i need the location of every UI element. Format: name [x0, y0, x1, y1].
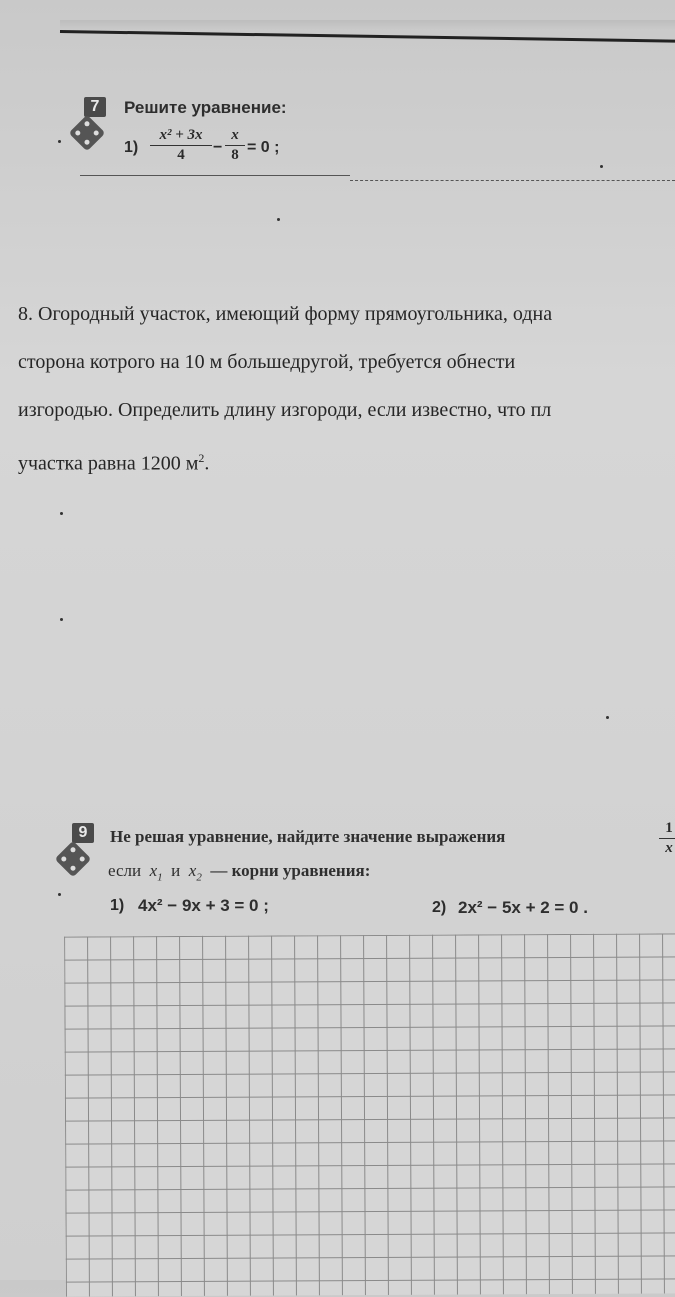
fraction-1-denominator: 4 [177, 147, 185, 163]
task-7-title: Решите уравнение: [124, 98, 287, 117]
paper-speck [600, 165, 603, 168]
problem-8-line-4-text: участка равна 1200 м [18, 452, 199, 475]
problem-8-line-3: изгородью. Определить длину изгороди, если известно, что пл [18, 399, 552, 421]
task-9-condition [108, 861, 370, 883]
root-x2: $x_2$ [188, 861, 202, 884]
task-9-expression-fraction [659, 820, 675, 857]
task-7-number-badge: 7 [84, 97, 106, 117]
fraction-1-bar [150, 145, 212, 146]
condition-and: и [171, 861, 181, 880]
problem-8-text [18, 290, 675, 488]
task-7-minus: − [213, 139, 223, 156]
paper-speck [60, 512, 63, 515]
task-7-item-number: 1) [124, 139, 139, 156]
task-7-fraction-1 [150, 127, 212, 164]
paper-speck [277, 218, 280, 221]
squared-answer-grid[interactable] [64, 933, 675, 1296]
condition-roots-text: — корни уравнения: [210, 861, 371, 880]
task-9-item-1-number: 1) [110, 897, 125, 914]
task-7-fraction-2 [225, 127, 245, 164]
paper-speck [58, 140, 61, 143]
problem-8-line-1: 8. Огородный участок, имеющий форму прямоугольника, одна [18, 303, 553, 325]
fraction-2-numerator: x [231, 127, 239, 143]
task-7-equation-tail: = 0 ; [247, 139, 280, 156]
task-9-item-2-equation: 2x² − 5x + 2 = 0 . [458, 898, 588, 917]
task-7-separator [80, 175, 350, 176]
paper-speck [60, 618, 63, 621]
task-9-number-badge: 9 [72, 823, 94, 843]
fraction-2-bar [225, 145, 245, 146]
expression-bar [659, 838, 675, 839]
condition-if: если [108, 861, 142, 880]
task-9-instruction: Не решая уравнение, найдите значение выражения [110, 827, 506, 846]
expression-denominator: x [665, 840, 673, 856]
problem-8-line-2: сторона котрого на 10 м большедругой, требуется обнести [18, 351, 516, 373]
task-9-item-1-equation: 4x² − 9x + 3 = 0 ; [138, 896, 269, 915]
dice-icon [55, 841, 92, 878]
expression-numerator: 1 [665, 820, 673, 836]
task-9-item-2-number: 2) [432, 899, 447, 916]
dice-icon [69, 115, 106, 152]
problem-8-exponent: 2 [198, 451, 205, 465]
root-x1: $x_1$ [149, 861, 163, 884]
paper-speck [58, 893, 61, 896]
page-top-rule [60, 30, 675, 43]
page-top-shadow [60, 20, 675, 30]
problem-8-period: . [204, 452, 210, 475]
fraction-2-denominator: 8 [231, 147, 239, 163]
fraction-1-numerator: x² + 3x [159, 127, 203, 143]
paper-speck [606, 716, 609, 719]
task-7-dashed-separator [350, 180, 675, 181]
problem-8-line-4 [18, 434, 675, 488]
